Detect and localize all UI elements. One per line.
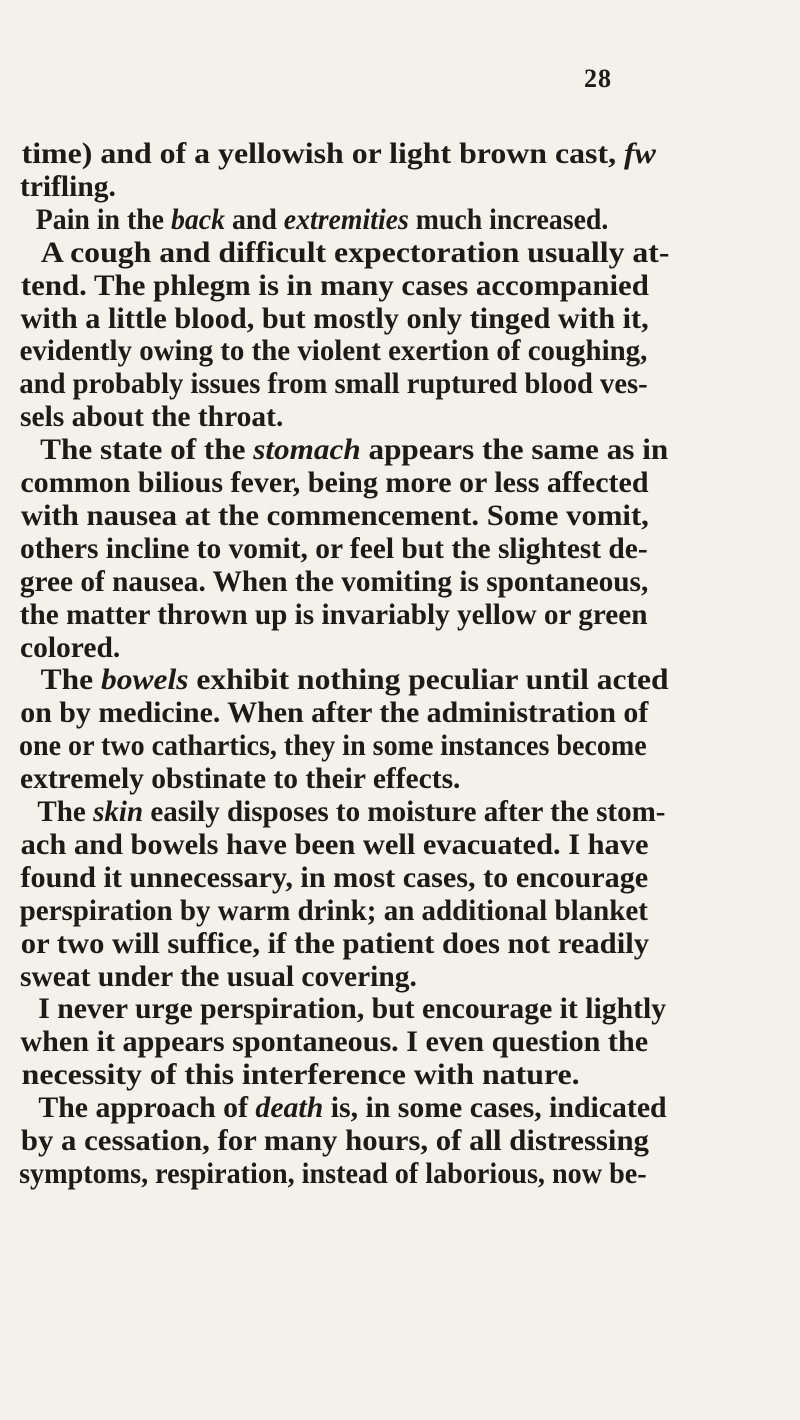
text-line	[0, 961, 417, 994]
text-line	[0, 1158, 647, 1191]
text-line	[0, 632, 120, 665]
text-run: with nausea at the commencement. Some vomit,	[20, 499, 649, 532]
text-line	[0, 1125, 649, 1158]
text-run: much increased.	[408, 203, 609, 236]
text-line	[0, 434, 668, 467]
text-run: perspiration by warm drink; an additional blanket	[19, 894, 648, 927]
text-run: and	[225, 203, 284, 236]
italic-term: bowels	[100, 664, 189, 697]
text-line	[0, 763, 460, 796]
text-run: ach and bowels have been well evacuated. I have	[20, 828, 649, 861]
text-line	[0, 270, 649, 303]
text-run: colored.	[20, 631, 121, 664]
text-line	[0, 829, 648, 862]
text-run: symptoms, respiration, instead of laborious, now be-	[19, 1157, 647, 1190]
text-run: or two will suffice, if the patient does not readily	[20, 927, 650, 960]
text-run: necessity of this interference with nature.	[21, 1059, 580, 1092]
italic-term: skin	[93, 796, 144, 828]
text-line	[0, 862, 648, 895]
text-run: The	[37, 796, 94, 828]
text-line	[0, 1059, 580, 1092]
italic-term: death	[255, 1092, 324, 1125]
text-run: trifling.	[20, 170, 116, 203]
text-run: extremely obstinate to their effects.	[20, 763, 461, 796]
text-line	[0, 664, 668, 697]
text-run: sweat under the usual covering.	[20, 960, 417, 993]
text-run: exhibit nothing peculiar until acted	[188, 664, 669, 697]
text-run: sels about the throat.	[20, 401, 284, 434]
text-run: common bilious fever, being more or less affected	[20, 467, 649, 499]
text-run: is, in some cases, indicated	[323, 1092, 667, 1125]
text-line	[0, 895, 648, 928]
text-run: found it unnecessary, in most cases, to encourage	[20, 861, 649, 894]
italic-term: extremities	[283, 203, 409, 236]
text-line	[0, 237, 669, 270]
text-line	[0, 928, 649, 961]
italic-term: back	[170, 203, 226, 236]
text-run: The approach of	[38, 1092, 256, 1125]
text-run: The state of the	[40, 434, 254, 467]
text-line	[0, 401, 283, 434]
text-line	[0, 1092, 667, 1125]
italic-term: fw	[624, 138, 656, 170]
text-line	[0, 368, 648, 401]
text-run: the matter thrown up is invariably yellow or green	[19, 598, 648, 631]
text-line	[0, 566, 648, 599]
text-run: others incline to vomit, or feel but the slightest de-	[19, 532, 648, 565]
text-run: time) and of a yellowish or light brown cast,	[21, 138, 625, 170]
text-run: one or two cathartics, they in some instances become	[19, 730, 647, 763]
text-run: A cough and difficult expectoration usually at-	[40, 236, 670, 269]
text-run: Pain in the	[35, 203, 171, 236]
text-line	[0, 796, 665, 829]
text-line	[0, 730, 647, 763]
text-run: when it appears spontaneous. I even question the	[20, 1026, 649, 1059]
text-line	[0, 1026, 648, 1059]
text-run: gree of nausea. When the vomiting is spontaneous,	[19, 565, 649, 598]
text-line	[0, 171, 116, 204]
text-line	[0, 138, 656, 171]
text-line	[0, 204, 608, 237]
text-run: on by medicine. When after the administration of	[20, 697, 649, 730]
text-line	[0, 303, 649, 336]
italic-term: stomach	[253, 434, 361, 467]
text-run: easily disposes to moisture after the stom-	[143, 796, 666, 828]
text-line	[0, 467, 649, 500]
text-run: with a little blood, but mostly only tinged with it,	[20, 302, 649, 335]
text-run: tend. The phlegm is in many cases accompanied	[20, 269, 649, 302]
text-run: evidently owing to the violent exertion of coughing,	[19, 335, 648, 368]
text-run: appears the same as in	[360, 434, 669, 467]
text-run: I never urge perspiration, but encourage it lightly	[38, 993, 667, 1026]
text-line	[0, 697, 648, 730]
text-line	[0, 993, 666, 1026]
text-line	[0, 500, 649, 533]
text-run: The	[40, 664, 101, 697]
text-line	[0, 533, 648, 566]
page-number: 28	[584, 64, 612, 93]
text-run: and probably issues from small ruptured blood ves-	[19, 368, 648, 401]
text-line	[0, 599, 647, 632]
text-run: by a cessation, for many hours, of all distressing	[20, 1125, 649, 1157]
text-line	[0, 335, 647, 368]
